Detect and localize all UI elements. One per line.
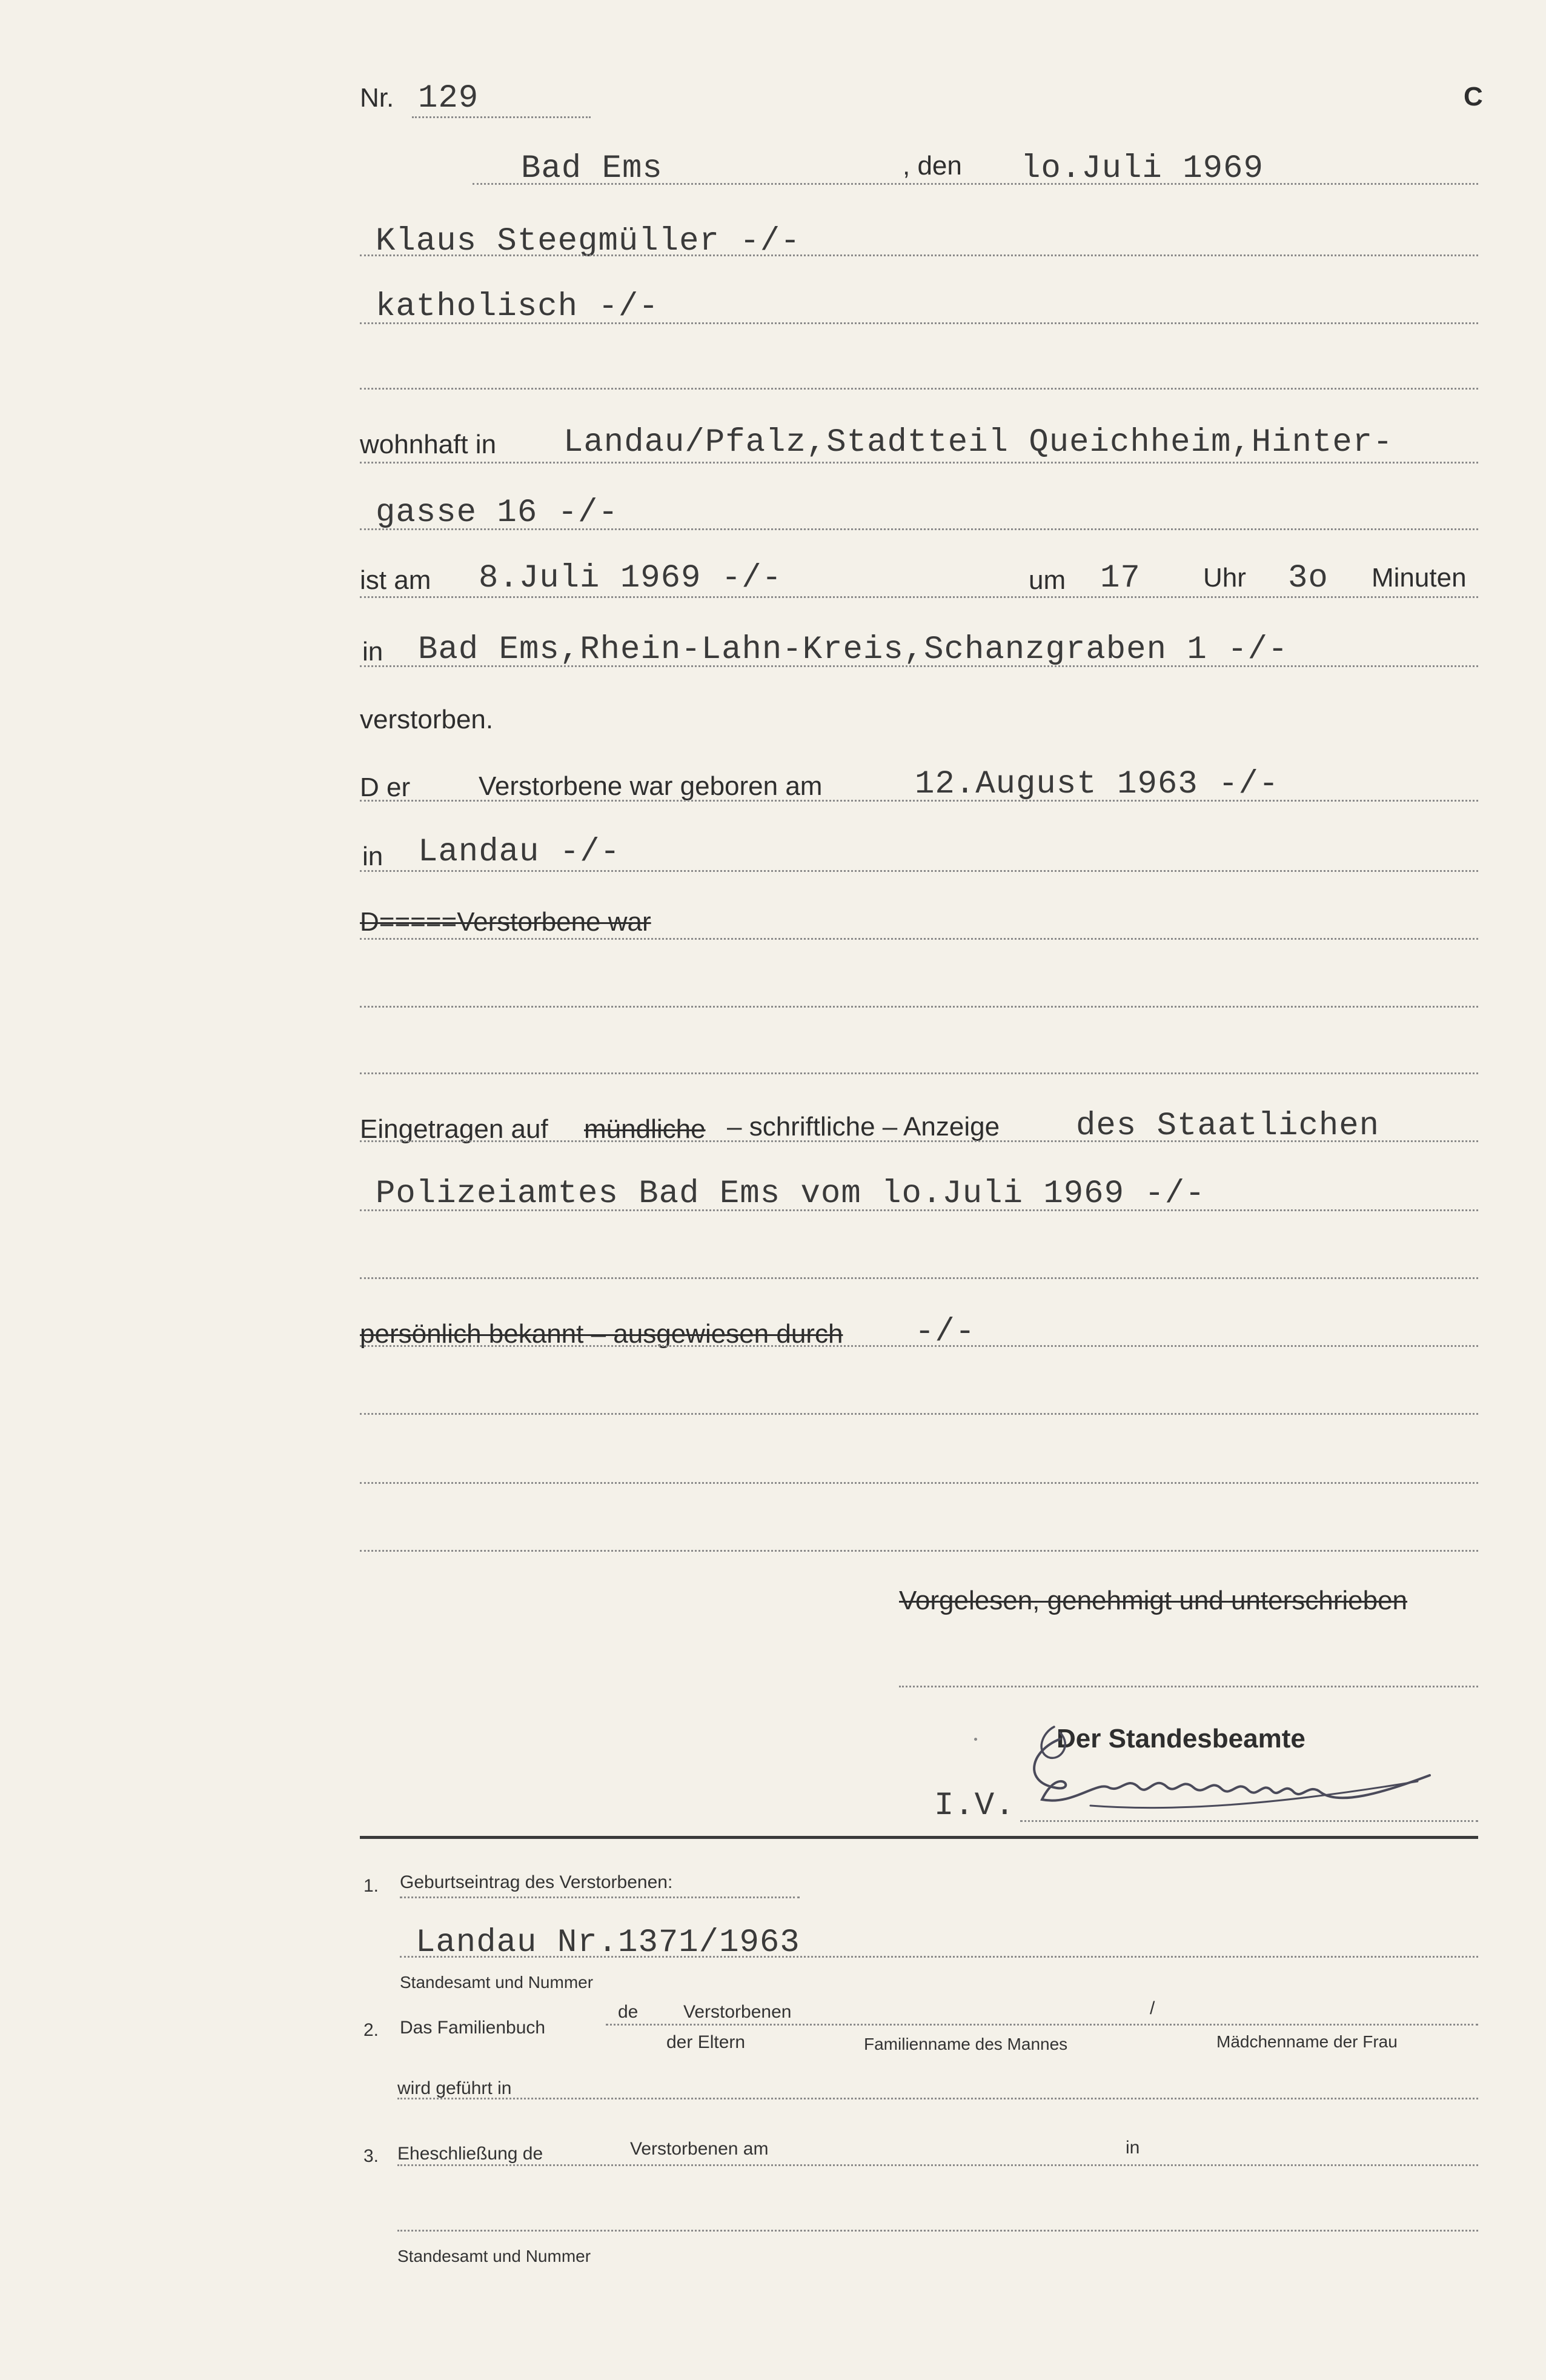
birth-in-label: in bbox=[362, 842, 383, 871]
residence-line-2: gasse 16 -/- bbox=[376, 494, 619, 531]
marriage-line bbox=[397, 2164, 1478, 2166]
registry-place: Bad Ems bbox=[521, 150, 663, 187]
birth-entry-value: Landau Nr.1371/1963 bbox=[416, 1924, 800, 1961]
handwritten-signature bbox=[1018, 1715, 1442, 1824]
blank-line-2 bbox=[360, 1006, 1478, 1008]
nr-value: 129 bbox=[418, 80, 479, 117]
deceased-name: Klaus Steegmüller -/- bbox=[376, 223, 801, 260]
standesamt-label-1: Standesamt und Nummer bbox=[400, 1973, 594, 1992]
official-title: Der Standesbeamte bbox=[1057, 1724, 1305, 1753]
gefuehrt-label: wird geführt in bbox=[397, 2078, 512, 2098]
struck-line: D=====Verstorbene war bbox=[360, 907, 651, 937]
den-label: , den bbox=[903, 151, 962, 181]
verstorbenen-am-label: Verstorbenen am bbox=[630, 2139, 769, 2159]
familienname-label: Familienname des Mannes bbox=[864, 2035, 1068, 2053]
blank-line-5 bbox=[360, 1413, 1478, 1415]
minuten-label: Minuten bbox=[1372, 563, 1467, 593]
der-prefix: D er bbox=[360, 773, 411, 802]
born-label: Verstorbene war geboren am bbox=[479, 771, 823, 801]
blank-line-1 bbox=[360, 388, 1478, 390]
struck-muendliche: mündliche bbox=[584, 1114, 706, 1144]
birth-entry-line bbox=[400, 1956, 1478, 1958]
death-place-line bbox=[360, 665, 1478, 667]
slash-separator: / bbox=[1150, 1998, 1155, 2018]
report-line-2: Polizeiamtes Bad Ems vom lo.Juli 1969 -/- bbox=[376, 1175, 1206, 1212]
schriftliche-label: – schriftliche – Anzeige bbox=[727, 1112, 1000, 1142]
maedchenname-label: Mädchenname der Frau bbox=[1216, 2032, 1398, 2051]
birth-place: Landau -/- bbox=[418, 834, 621, 871]
blank-line-7 bbox=[360, 1550, 1478, 1552]
death-date: 8.Juli 1969 -/- bbox=[479, 560, 783, 597]
ink-speck bbox=[974, 1738, 977, 1741]
iv-mark: I.V. bbox=[934, 1787, 1015, 1824]
death-in-label: in bbox=[362, 637, 383, 666]
birth-entry-label: Geburtseintrag des Verstorbenen: bbox=[400, 1872, 673, 1892]
ist-am-label: ist am bbox=[360, 565, 431, 595]
known-value: -/- bbox=[915, 1314, 976, 1351]
der-eltern-label: der Eltern bbox=[666, 2032, 746, 2052]
report-line-1-dots bbox=[360, 1140, 1478, 1142]
place-date-line bbox=[473, 183, 1478, 185]
blank-line-4 bbox=[360, 1277, 1478, 1279]
residence-line-1-dots bbox=[360, 462, 1478, 464]
familienbuch-line bbox=[606, 2024, 1478, 2026]
birth-place-line bbox=[360, 870, 1478, 872]
corner-letter: C bbox=[1464, 82, 1483, 111]
residence-line-2-dots bbox=[360, 528, 1478, 530]
um-label: um bbox=[1029, 565, 1066, 595]
report-line-1: des Staatlichen bbox=[1076, 1108, 1380, 1145]
struck-line-dots bbox=[360, 938, 1478, 940]
death-place: Bad Ems,Rhein-Lahn-Kreis,Schanzgraben 1 -/- bbox=[418, 631, 1289, 668]
verstorbenen-label: Verstorbenen bbox=[683, 2002, 792, 2022]
familienbuch-label: Das Familienbuch bbox=[400, 2018, 546, 2038]
eheschliessung-label: Eheschließung de bbox=[397, 2144, 543, 2164]
marriage-in-label: in bbox=[1126, 2138, 1140, 2158]
note-1-number: 1. bbox=[363, 1876, 379, 1896]
name-line bbox=[360, 254, 1478, 256]
read-approved-struck: Vorgelesen, genehmigt und unterschrieben bbox=[899, 1586, 1408, 1615]
blank-line-3 bbox=[360, 1072, 1478, 1074]
death-time-line bbox=[360, 596, 1478, 598]
gefuehrt-line bbox=[397, 2098, 1478, 2099]
de-label: de bbox=[618, 2002, 639, 2022]
nr-line bbox=[412, 116, 591, 118]
known-line bbox=[360, 1345, 1478, 1347]
wohnhaft-label: wohnhaft in bbox=[360, 430, 497, 459]
note-2-number: 2. bbox=[363, 2020, 379, 2040]
signature-line-1 bbox=[899, 1686, 1478, 1687]
residence-line-1: Landau/Pfalz,Stadtteil Queichheim,Hinter- bbox=[563, 424, 1393, 461]
verstorben-label: verstorben. bbox=[360, 705, 494, 734]
report-line-2-dots bbox=[360, 1209, 1478, 1211]
death-minutes: 3o bbox=[1288, 560, 1329, 597]
blank-line-6 bbox=[360, 1482, 1478, 1484]
note-3-number: 3. bbox=[363, 2146, 379, 2166]
known-struck: persönlich bekannt – ausgewiesen durch bbox=[360, 1319, 843, 1349]
registry-date: lo.Juli 1969 bbox=[1021, 150, 1264, 187]
eingetragen-label: Eingetragen auf bbox=[360, 1114, 548, 1144]
standesamt-label-2: Standesamt und Nummer bbox=[397, 2247, 591, 2265]
deceased-religion: katholisch -/- bbox=[376, 288, 659, 325]
death-hour: 17 bbox=[1100, 560, 1141, 597]
section-divider bbox=[360, 1836, 1478, 1839]
signature-line-2 bbox=[1020, 1820, 1478, 1822]
marriage-office-line bbox=[397, 2230, 1478, 2232]
birth-date: 12.August 1963 -/- bbox=[915, 766, 1279, 803]
uhr-label: Uhr bbox=[1203, 563, 1246, 593]
nr-label: Nr. bbox=[360, 83, 394, 113]
birth-date-line bbox=[360, 800, 1478, 802]
religion-line bbox=[360, 322, 1478, 324]
birth-entry-label-dots bbox=[400, 1896, 800, 1898]
